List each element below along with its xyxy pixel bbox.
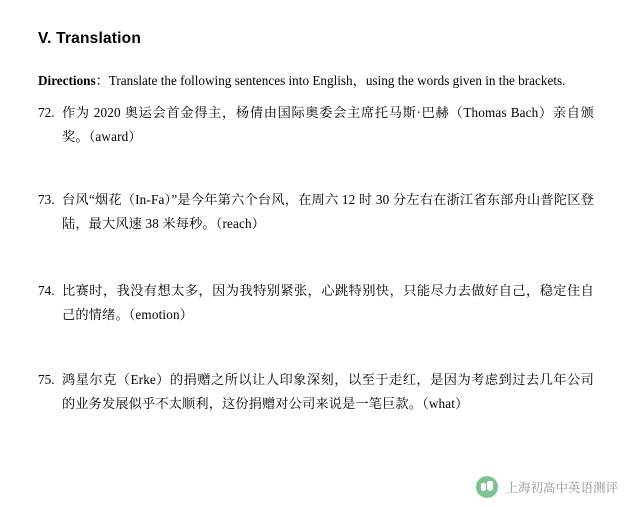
question-item — [38, 279, 594, 326]
question-number: 75. — [38, 372, 55, 388]
question-number: 72. — [38, 105, 55, 121]
question-item — [38, 368, 594, 415]
question-text: 台风“烟花（In-Fa）”是今年第六个台风，在周六 12 时 30 分左右在浙江省东部舟山普陀区登陆，最大风速 38 米每秒。（reach） — [62, 192, 594, 231]
wechat-logo-icon — [476, 476, 498, 498]
question-item — [38, 188, 594, 235]
page-title: V. Translation — [38, 30, 142, 47]
directions-label: Directions — [38, 73, 96, 88]
question-number: 74. — [38, 283, 55, 299]
directions-text: ：Translate the following sentences into English，using the words given in the brackets. — [95, 73, 566, 88]
watermark — [476, 476, 618, 498]
question-number: 73. — [38, 192, 55, 208]
watermark-label: 上海初高中英语测评 — [505, 481, 618, 495]
question-text: 作为 2020 奥运会首金得主，杨倩由国际奥委会主席托马斯·巴赫（Thomas Bach）亲自颁奖。（award） — [62, 105, 594, 144]
question-text: 鸿星尔克（Erke）的捐赠之所以让人印象深刻，以至于走红，是因为考虑到过去几年公司的业务发展似乎不太顺利，这份捐赠对公司来说是一笔巨款。（what） — [62, 372, 594, 411]
question-text: 比赛时，我没有想太多，因为我特别紧张，心跳特别快，只能尽力去做好自己，稳定住自己的情绪。（emotion） — [62, 283, 594, 322]
directions-paragraph — [38, 70, 594, 91]
question-item — [38, 101, 594, 148]
